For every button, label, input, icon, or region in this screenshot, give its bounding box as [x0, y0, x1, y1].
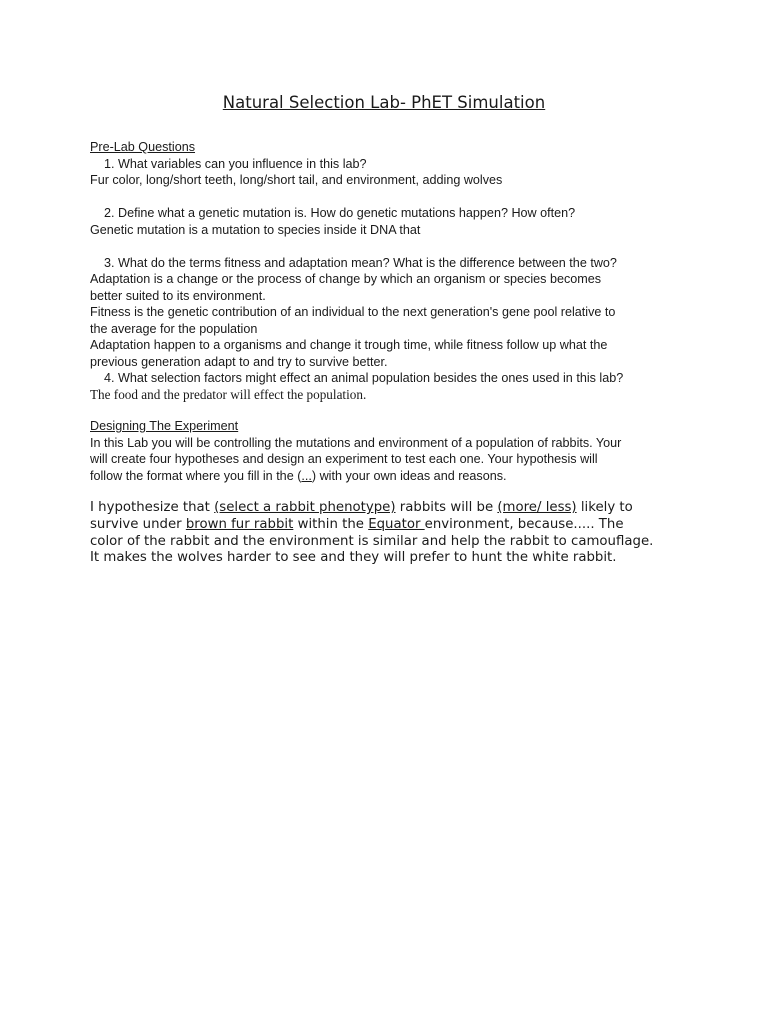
environment-answer: Equator — [368, 516, 425, 532]
question-1: 1. What variables can you influence in this lab? — [104, 156, 367, 171]
answer-3-line: Adaptation happen to a organisms and change it trough time, while fitness follow up what the — [90, 338, 608, 352]
condition-answer: brown fur rabbit — [185, 516, 294, 532]
hypothesis-line — [90, 517, 690, 534]
design-line-text: ) with your own ideas and reasons. — [311, 468, 507, 483]
hypothesis-line: It makes the wolves harder to see and they will prefer to hunt the white rabbit. — [90, 550, 617, 566]
answer-1: Fur color, long/short teeth, long/short tail, and environment, adding wolves — [90, 173, 503, 187]
hypothesis-section — [90, 500, 690, 567]
design-line — [90, 468, 690, 485]
design-line: will create four hypotheses and design an experiment to test each one. Your hypothesis will — [90, 452, 598, 466]
answer-3-line: previous generation adapt to and try to survive better. — [90, 354, 388, 369]
design-line-text: follow the format where you fill in the ( — [90, 468, 302, 483]
design-heading: Designing The Experiment — [90, 419, 239, 433]
question-4: 4. What selection factors might effect an animal population besides the ones used in this lab? — [104, 371, 624, 385]
design-section — [90, 418, 690, 484]
hypothesis-text: within the — [293, 516, 369, 532]
hypothesis-text: rabbits will be — [395, 500, 498, 515]
answer-3-line: Fitness is the genetic contribution of an individual to the next generation's gene pool relative to — [90, 305, 616, 319]
question-3: 3. What do the terms fitness and adaptation mean? What is the difference between the two? — [104, 255, 617, 270]
answer-2: Genetic mutation is a mutation to species inside it DNA that — [90, 222, 421, 237]
prelab-section — [90, 139, 690, 403]
page-title: Natural Selection Lab- PhET Simulation — [222, 93, 546, 112]
hypothesis-line — [90, 500, 690, 517]
answer-3-line: Adaptation is a change or the process of change by which an organism or species becomes — [90, 272, 602, 286]
phenotype-blank: (select a rabbit phenotype) — [214, 500, 396, 515]
answer-3-line: the average for the population — [90, 321, 258, 336]
answer-3-line: better suited to its environment. — [90, 288, 266, 303]
answer-4: The food and the predator will effect the population. — [90, 386, 367, 402]
hypothesis-text: survive under — [90, 516, 186, 532]
hypothesis-text: environment, because..... The — [424, 516, 624, 532]
hypothesis-text: I hypothesize that — [90, 500, 215, 515]
question-2: 2. Define what a genetic mutation is. How do genetic mutations happen? How often? — [104, 206, 576, 220]
design-line: In this Lab you will be controlling the mutations and environment of a population of rabbits. Your — [90, 435, 622, 450]
hypothesis-text: likely to — [576, 500, 633, 515]
hypothesis-line: color of the rabbit and the environment is similar and help the rabbit to camouflage. — [90, 533, 654, 549]
prelab-heading: Pre-Lab Questions — [90, 140, 196, 154]
fill-in-blank: ... — [301, 468, 312, 483]
more-less-blank: (more/ less) — [497, 500, 577, 515]
